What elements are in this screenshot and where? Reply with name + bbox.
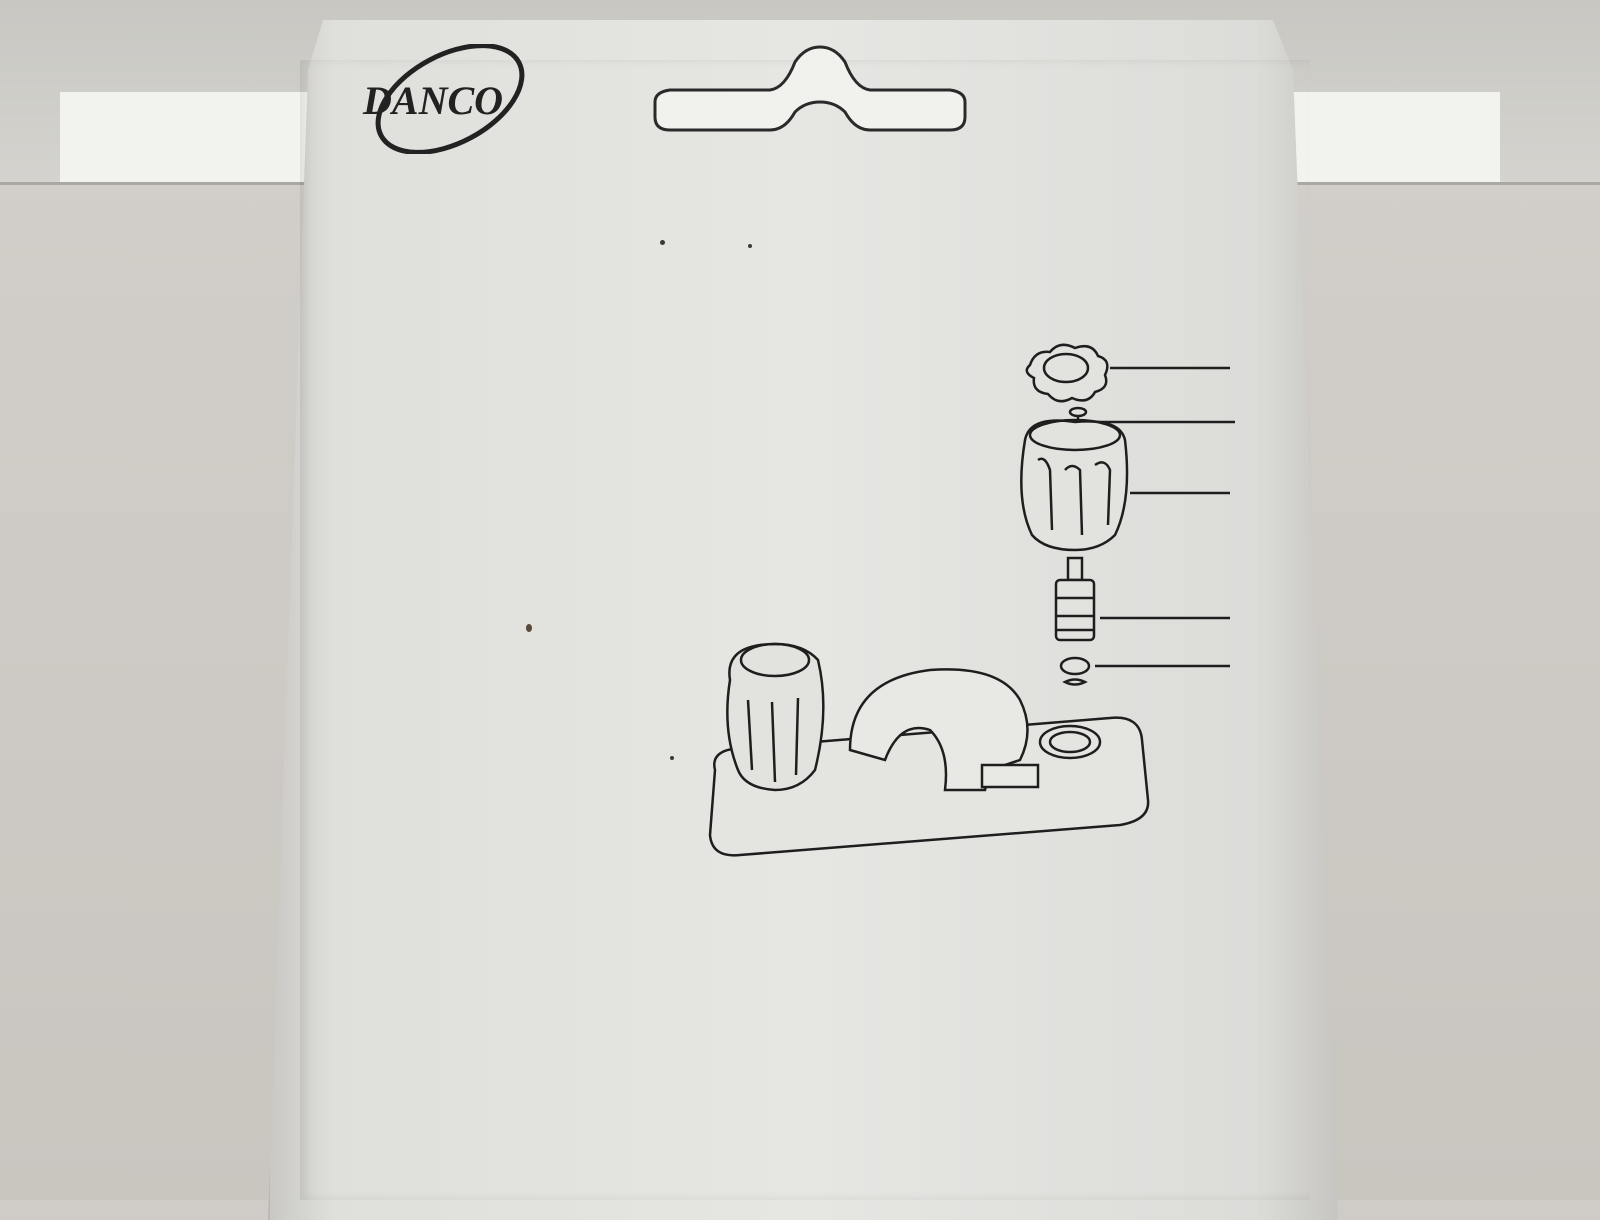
list-item [328, 600, 351, 634]
stem-illustration [1056, 558, 1094, 640]
list-item [334, 368, 363, 402]
list-item [328, 636, 351, 670]
instruction-step [308, 1180, 339, 1212]
list-item [336, 334, 363, 368]
card-speck [660, 240, 665, 245]
list-item [328, 492, 351, 526]
svg-text:DANCO: DANCO [363, 78, 504, 123]
handle-button-illustration [1027, 345, 1108, 401]
list-item [340, 266, 363, 300]
card-speck [670, 756, 674, 760]
instruction-step [308, 1116, 339, 1148]
card-speck [526, 624, 532, 632]
list-item [332, 402, 363, 436]
instruction-steps [308, 988, 342, 1212]
list-item [328, 564, 351, 598]
kit-list [340, 266, 366, 436]
list-item [328, 528, 351, 562]
instruction-step [308, 1084, 339, 1116]
instruction-step [308, 1020, 339, 1052]
danco-logo [355, 44, 535, 154]
list-item [338, 300, 363, 334]
card-speck [748, 244, 752, 248]
juego-list [328, 492, 354, 670]
mounted-handle-illustration [727, 644, 823, 790]
instruction-step [308, 988, 339, 1020]
instruction-step [308, 1148, 339, 1180]
faucet-diagram [700, 330, 1280, 910]
instruction-step [308, 1052, 339, 1084]
handle-illustration [1021, 420, 1127, 550]
hang-hole [650, 42, 970, 137]
